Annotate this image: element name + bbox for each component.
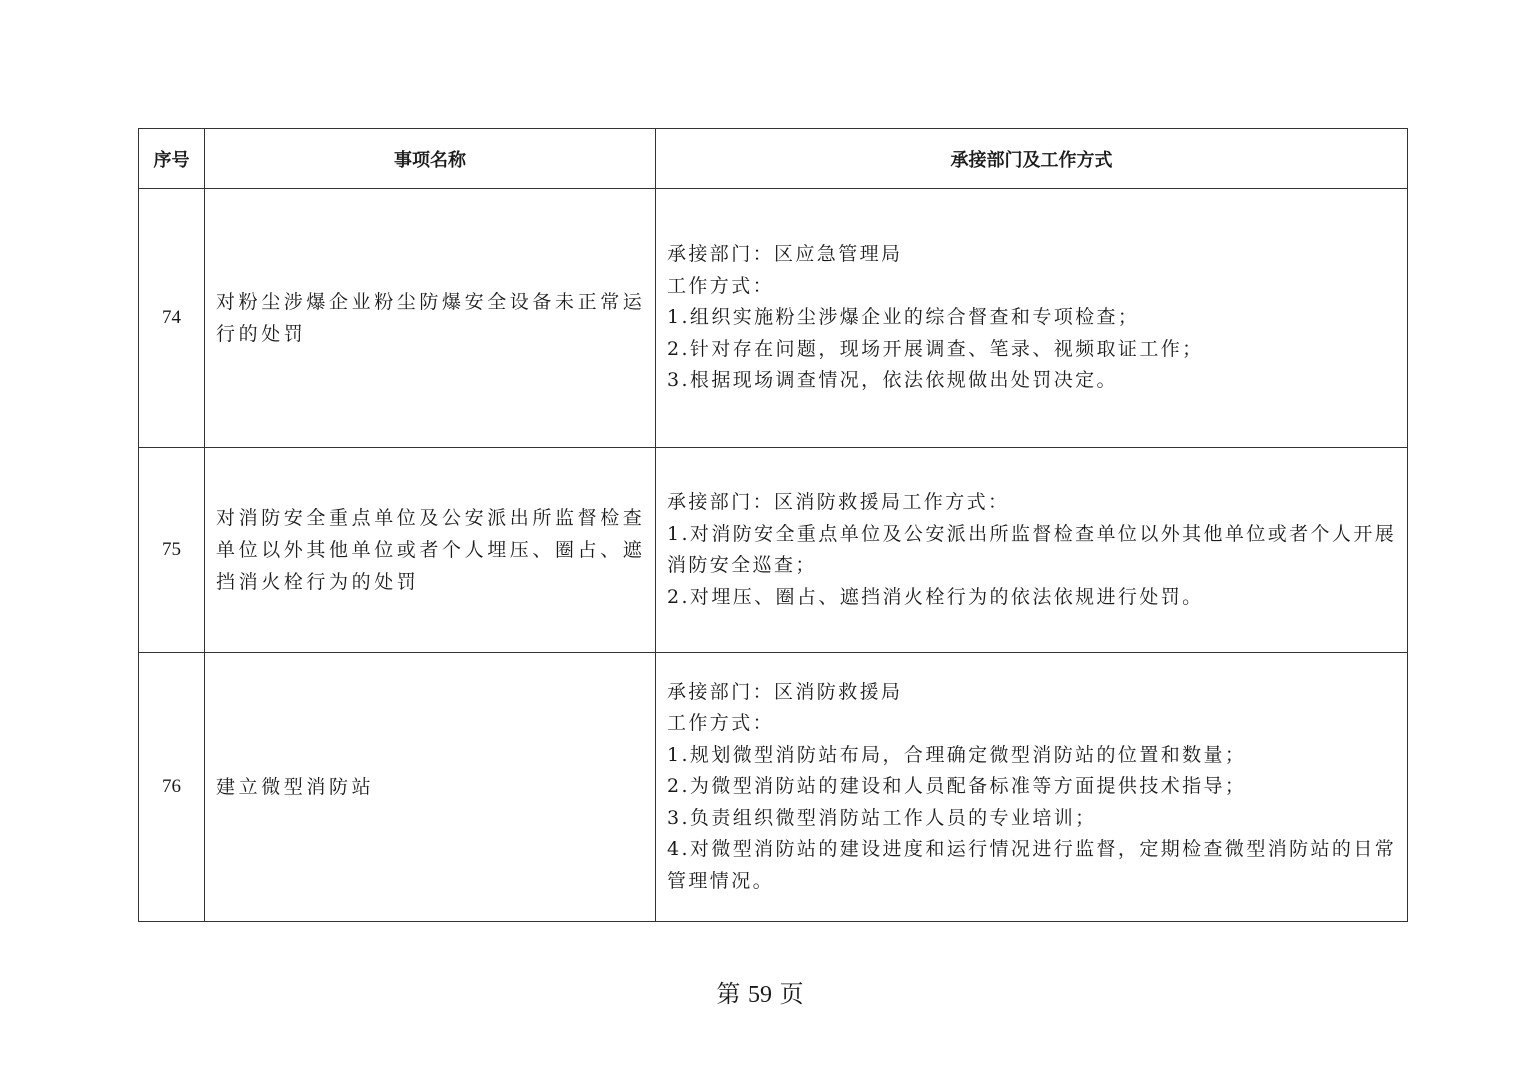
dept-line: 3.根据现场调查情况，依法依规做出处罚决定。 [667,369,1118,392]
dept-line: 承接部门：区消防救援局工作方式： [667,491,1010,513]
header-row [139,129,1408,189]
dept-line: 1.组织实施粉尘涉爆企业的综合督查和专项检查； [667,306,1140,329]
header-department: 承接部门及工作方式 [656,129,1408,189]
dept-line: 2.针对存在问题，现场开展调查、笔录、视频取证工作； [667,337,1204,360]
footer-suffix: 页 [779,980,804,1008]
table-row [139,189,1408,448]
footer-prefix: 第 [716,980,741,1008]
table-row [139,448,1408,653]
dept-line: 1.规划微型消防站布局，合理确定微型消防站的位置和数量； [667,743,1247,766]
item-name: 对粉尘涉爆企业粉尘防爆安全设备未正常运行的处罚 [205,189,656,448]
page-footer [0,974,1520,1009]
dept-line: 1.对消防安全重点单位及公安派出所监督检查单位以外其他单位或者个人开展消防安全巡查； [667,522,1397,576]
page-number: 59 [748,982,772,1008]
department-method [656,653,1408,922]
item-name: 对消防安全重点单位及公安派出所监督检查单位以外其他单位或者个人埋压、圈占、遮挡消火栓行为的处罚 [205,448,656,653]
dept-line: 4.对微型消防站的建设进度和运行情况进行监督，定期检查微型消防站的日常管理情况。 [667,838,1397,892]
table-row [139,653,1408,922]
header-number: 序号 [139,129,205,189]
dept-line: 承接部门：区消防救援局 [667,680,903,703]
dept-line: 2.为微型消防站的建设和人员配备标准等方面提供技术指导； [667,775,1247,798]
row-number: 74 [139,189,205,448]
dept-line: 工作方式： [667,274,775,297]
item-name: 建立微型消防站 [205,653,656,922]
dept-line: 承接部门：区应急管理局 [667,243,903,266]
dept-line: 3.负责组织微型消防站工作人员的专业培训； [667,806,1097,829]
dept-line: 2.对埋压、圈占、遮挡消火栓行为的依法依规进行处罚。 [667,585,1204,608]
row-number: 76 [139,653,205,922]
data-table [138,128,1408,922]
department-method [656,448,1408,653]
header-item-name: 事项名称 [205,129,656,189]
department-method [656,189,1408,448]
dept-line: 工作方式： [667,712,775,735]
row-number: 75 [139,448,205,653]
